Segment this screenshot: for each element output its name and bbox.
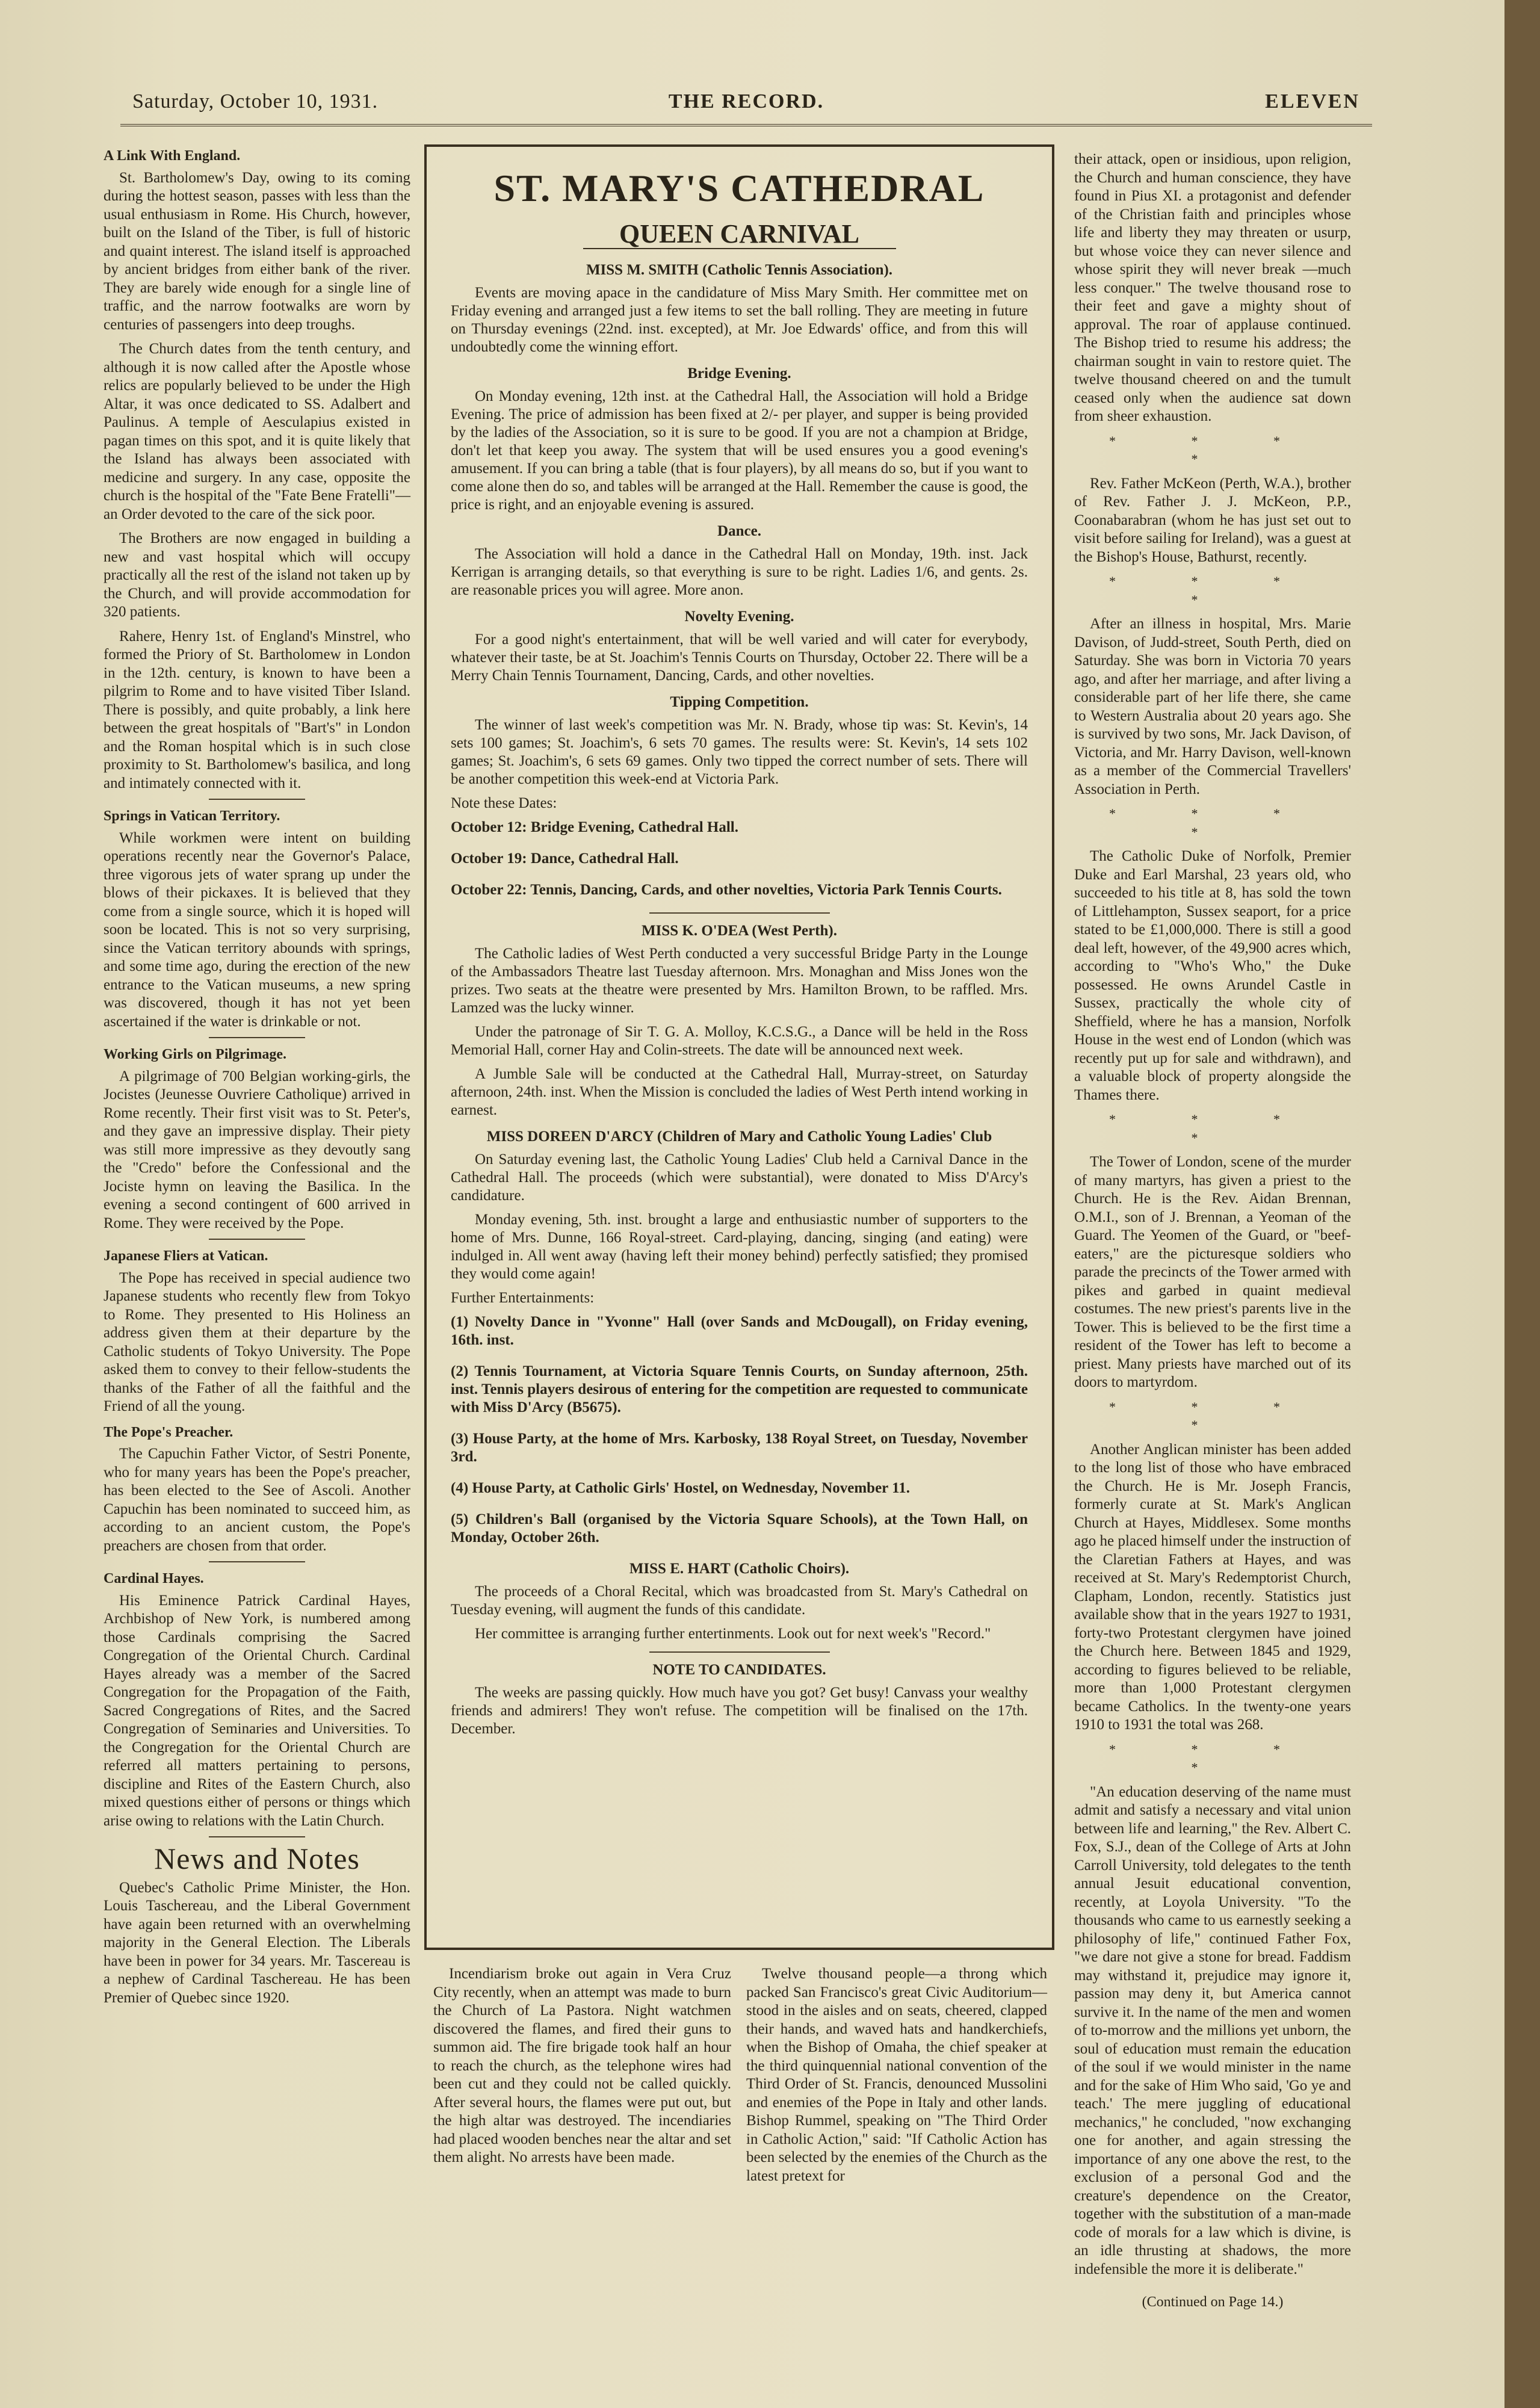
box-paragraph: The winner of last week's competition was Mr. N. Brady, whose tip was: St. Kevin's, 14 sets 100 games; St. Joachim's, 6 sets 70 games. The results were: St. Kevin's, 14 sets 102 games; St. Joachim's, 6 sets 69 games. Only two tipped the correct number of sets. There will be another competition this week-end at Victoria Park.: [451, 717, 1028, 787]
entertainment-item: (5) Children's Ball (organised by the Victoria Square Schools), at the Town Hall, on Monday, October 26th.: [451, 1511, 1028, 1546]
date-item: October 12: Bridge Evening, Cathedral Hall.: [451, 819, 738, 835]
article-paragraph: After an illness in hospital, Mrs. Marie Davison, of Judd-street, South Perth, died on Saturday. She was born in Victoria 70 years ago, and after her marriage, and after living a considerable part of her life there, she came to Western Australia about 20 years ago. She is survived by two sons, Mr. Jack Davison, of Victoria, and Mr. Harry Davison, well-known as a member of the Commercial Travellers' Association in Perth.: [1074, 616, 1351, 797]
article-paragraph: A pilgrimage of 700 Belgian working-girls, the Jocistes (Jeunesse Ouvriere Catholique) arrived in Rome recently. Their first visit was to St. Peter's, and they gave an impressive display. Their piety was still more impressive as they devoutly sang the "Credo" before the Confessional and the Jociste hymn on leaving the Basilica. In the evening a second contingent of 600 arrived in Rome. They were received by the Pope.: [104, 1068, 410, 1231]
box-subtitle: QUEEN CARNIVAL: [619, 219, 859, 249]
article-paragraph: their attack, open or insidious, upon religion, the Church and human conscience, they have found in Pius XI. a protagonist and defender of the Christian faith and principles whose life and liberty they may threaten or usurp, but whose voice they can never silence and whose spirit they will never break —much less conquer." The twelve thousand rose to their feet and gave a mighty shout of approval. The roar of applause continued. The Bishop tried to resume his address; the chairman sought in vain to restore quiet. The twelve thousand cheered on and the tumult ceased only when the audience sat down from sheer exhaustion.: [1074, 151, 1351, 424]
article-paragraph: The Church dates from the tenth century, and although it is now called after the Apostle whose relics are popularly believed to be under the High Altar, it was once dedicated to SS. Adalbert and Paulinus. A temple of Aesculapius existed in pagan times on this spot, and it is quite likely that the Island has always been associated with medicine and surgery. In any case, opposite the church is the hospital of the "Fate Bene Fratelli"—an Order devoted to the care of the sick poor.: [104, 341, 410, 522]
box-paragraph: For a good night's entertainment, that will be well varied and will cater for everybody, whatever their taste, be at St. Joachim's Tennis Courts on Thursday, October 22. There will be a Merry Chain Tennis Tournament, Dancing, Cards, and other novelties.: [451, 631, 1028, 684]
candidate-heading: MISS E. HART (Catholic Choirs).: [629, 1561, 850, 1577]
date-item: October 19: Dance, Cathedral Hall.: [451, 850, 679, 867]
box-paragraph: The proceeds of a Choral Recital, which was broadcasted from St. Mary's Cathedral on Tuesday evening, will augment the funds of this candidate.: [451, 1583, 1028, 1618]
article-heading: Springs in Vatican Territory.: [104, 808, 280, 824]
star-divider: * * * *: [1109, 433, 1316, 466]
box-paragraph: On Monday evening, 12th inst. at the Cathedral Hall, the Association will hold a Bridge Evening. The price of admission has been fixed at 2/- per player, and supper is being provided by the ladies of the Association, so it is sure to be good. If you are not a champion at Bridge, don't let that keep you away. The system that will be used ensures you a good evening's amusement. If you can bring a table (that is four players), by all means do so, but if you want to come alone then do so, and tables will be arranged at the Hall. Remember the cause is good, the price is right, and an enjoyable evening is assured.: [451, 388, 1028, 513]
article-paragraph: Quebec's Catholic Prime Minister, the Hon. Louis Taschereau, and the Liberal Government have again been returned with an overwhelming majority in the General Election. The Liberals have been in power for 34 years. Mr. Tascereau is a nephew of Cardinal Taschereau. He has been Premier of Quebec since 1920.: [104, 1879, 410, 2006]
san-francisco-article: [746, 1965, 1047, 2185]
star-divider: * * * *: [1109, 1741, 1316, 1775]
star-divider: * * * *: [1109, 1112, 1316, 1145]
event-heading: Tipping Competition.: [670, 694, 809, 710]
left-column: [104, 140, 410, 2013]
article-heading: Cardinal Hayes.: [104, 1571, 204, 1586]
star-divider: * * * *: [1109, 1399, 1316, 1432]
article-paragraph: The Pope has received in special audience two Japanese students who recently flew from Tokyo to Rome. They presented to His Holiness an address given them at their departure by the Catholic students of Tokyo University. The Pope asked them to convey to their fellow-students the thanks of the Father of all the faithful and the Friend of all the young.: [104, 1269, 410, 1414]
box-paragraph: The weeks are passing quickly. How much have you got? Get busy! Canvass your wealthy friends and admirers! They won't refuse. The competition will be finalised on the 17th. December.: [451, 1685, 1028, 1737]
article-paragraph: Another Anglican minister has been added to the long list of those who have embraced the Church. He is Mr. Joseph Francis, formerly curate at St. Mark's Anglican Church at Hayes, Middlesex. Some months ago he placed himself under the instruction of the Claretian Fathers at Hayes, and was received at St. Mary's Redemptorist Church, Clapham, London, recently. Statistics just available show that in the years 1927 to 1931, forty-two Protestant clergymen have joined the Church here. Between 1845 and 1929, according to figures believed to be reliable, more than 1,000 Protestant clergymen became Catholics. In the twenty-one years 1910 to 1931 the total was 268.: [1074, 1441, 1351, 1733]
article-paragraph: Incendiarism broke out again in Vera Cruz City recently, when an attempt was made to burn the Church of La Pastora. Night watchmen discovered the flames, and fired their guns to summon aid. The fire brigade took half an hour to reach the church, as the telephone wires had been cut and they could not be called quickly. After several hours, the flames were put out, but the high altar was destroyed. The incendiaries had placed wooden benches near the altar and set them alight. No arrests have been made.: [433, 1966, 731, 2165]
article-paragraph: Twelve thousand people—a throng which packed San Francisco's great Civic Auditorium—stood in the aisles and on seats, cheered, clapped their hands, and waved hats and handkerchiefs, when the Bishop of Omaha, the chief speaker at the third quinquennial national convention of the Third Order of St. Francis, denounced Mussolini and enemies of the Pope in Italy and other lands. Bishop Rummel, speaking on "The Third Order in Catholic Action," said: "If Catholic Action has been selected by the enemies of the Church as the latest pretext for: [746, 1966, 1047, 2184]
article-paragraph: While workmen were intent on building operations recently near the Governor's Palace, three vigorous jets of water sprang up under the blows of their pickaxes. It is believed that they come from a single source, which it is hoped will soon be located. This is not so very surprising, since the Vatican territory abounds with springs, and some time ago, during the erection of the new entrance to the Vatican museums, a new spring was discovered, though it has not yet been ascertained if the water is drinkable or not.: [104, 829, 410, 1030]
box-paragraph: Events are moving apace in the candidature of Miss Mary Smith. Her committee met on Friday evening and arranged just a few items to set the ball rolling. They are meeting in future on Thursday evenings (22nd. inst. excepted), at Mr. Joe Edwards' office, and from this will undoubtedly come the winning effort.: [451, 285, 1028, 355]
continued-note: (Continued on Page 14.): [1142, 2294, 1284, 2310]
article-heading: Working Girls on Pilgrimage.: [104, 1047, 286, 1062]
candidate-heading: MISS DOREEN D'ARCY (Children of Mary and Catholic Young Ladies' Club: [486, 1128, 992, 1145]
header-rule: [120, 124, 1372, 126]
right-column: [1074, 150, 1351, 2285]
entertainment-item: (4) House Party, at Catholic Girls' Hostel, on Wednesday, November 11.: [451, 1480, 910, 1496]
event-heading: Novelty Evening.: [684, 608, 794, 625]
page-header: [132, 90, 1360, 126]
dates-list: [451, 819, 1028, 899]
paper-name: THE RECORD.: [668, 90, 824, 113]
box-paragraph: Her committee is arranging further entertinments. Look out for next week's "Record.": [475, 1626, 991, 1642]
box-paragraph: On Saturday evening last, the Catholic Young Ladies' Club held a Carnival Dance in the Cathedral Hall. The proceeds (which were substantial), were donated to Miss D'Arcy's candidature.: [451, 1151, 1028, 1204]
star-divider: * * * *: [1109, 574, 1316, 607]
section-divider: [209, 1037, 305, 1038]
box-title: ST. MARY'S CATHEDRAL: [493, 167, 985, 209]
article-paragraph: His Eminence Patrick Cardinal Hayes, Archbishop of New York, is numbered among those Cardinals comprising the Sacred Congregation of the Oriental Church. Cardinal Hayes already was a member of the Sacred Congregation for the Propagation of the Faith, Sacred Congregations of Rites, and the Sacred Congregation of Seminaries and Universities. To the Congregation for the Oriental Church are referred all matters pertaining to persons, discipline and Rites of the Eastern Church, also mixed questions either of persons or things which arise owing to relations with the Latin Church.: [104, 1592, 410, 1829]
entertainment-item: (2) Tennis Tournament, at Victoria Square Tennis Courts, on Sunday afternoon, 25th. inst. Tennis players desirous of entering for the competition are requested to communicate with Miss D'Arcy (B5675).: [451, 1363, 1028, 1416]
article-paragraph: The Brothers are now engaged in building a new and vast hospital which will occupy practically all the rest of the island not taken up by the Church, and will provide accommodation for 320 patients.: [104, 530, 410, 620]
box-paragraph: Further Entertainments:: [451, 1290, 595, 1306]
event-heading: Dance.: [717, 523, 761, 539]
issue-date: Saturday, October 10, 1931.: [132, 90, 379, 113]
page-number: ELEVEN: [1265, 90, 1360, 113]
box-paragraph: The Association will hold a dance in the Cathedral Hall on Monday, 19th. inst. Jack Kerrigan is arranging details, so that everything is sure to be right. Ladies 1/6, and gents. 2s. are reasonable prices you will agree. More anon.: [451, 546, 1028, 598]
article-heading: A Link With England.: [104, 148, 241, 164]
box-paragraph: A Jumble Sale will be conducted at the Cathedral Hall, Murray-street, on Saturday afternoon, 24th. inst. When the Mission is concluded the ladies of West Perth intend working in earnest.: [451, 1066, 1028, 1118]
note-heading: NOTE TO CANDIDATES.: [652, 1662, 826, 1678]
article-heading: Japanese Fliers at Vatican.: [104, 1248, 268, 1264]
box-paragraph: Note these Dates:: [451, 795, 557, 811]
article-paragraph: The Catholic Duke of Norfolk, Premier Duke and Earl Marshal, 23 years old, who succeeded to his title at 8, has sold the town of Littlehampton, Sussex seaport, for a price stated to be £1,000,000. There is still a good deal left, however, of the 49,900 acres which, according to "Who's Who," the Duke possessed. He owns Arundel Castle in Sussex, practically the whole city of Sheffield, where he has a mansion, Norfolk House in the west end of London (which was recently put up for sale and withdrawn), and a valuable block of property alongside the Thames there.: [1074, 848, 1351, 1103]
event-heading: Bridge Evening.: [687, 365, 791, 382]
entertainment-item: (3) House Party, at the home of Mrs. Karbosky, 138 Royal Street, on Tuesday, November 3rd.: [451, 1431, 1028, 1465]
article-paragraph: St. Bartholomew's Day, owing to its coming during the hottest season, passes with less than the usual enthusiasm in Rome. His Church, however, built on the Island of the Tiber, is full of historic and quaint interest. The island itself is approached by ancient bridges from either bank of the river. They are barely wide enough for a single line of traffic, and the narrow footwalks are worn by centuries of passengers into deep troughs.: [104, 169, 410, 333]
star-divider: * * * *: [1109, 806, 1316, 840]
box-paragraph: Monday evening, 5th. inst. brought a large and enthusiastic number of supporters to the home of Mrs. Dunne, 166 Royal-street. Card-playing, dancing, singing (and eating) were indulged in. All went away (having left their money behind) perfectly satisfied; they promised they would come again!: [451, 1212, 1028, 1282]
section-divider: [209, 1561, 305, 1562]
vera-cruz-article: [433, 1965, 731, 2167]
date-item: October 22: Tennis, Dancing, Cards, and other novelties, Victoria Park Tennis Courts.: [451, 882, 1002, 898]
box-divider: [649, 1651, 830, 1653]
news-and-notes-heading: News and Notes: [154, 1842, 360, 1875]
article-paragraph: Rahere, Henry 1st. of England's Minstrel, who formed the Priory of St. Bartholomew in London in the 12th. century, is known to have been a pilgrim to Rome and to have visited Tiber Island. There is possibly, and quite probably, a link here between the great hospitals of "Bart's" in London and the Roman hospital which is in such close proximity to St. Bartholomew's basilica, and long and intimately connected with it.: [104, 628, 410, 791]
candidate-heading: MISS K. O'DEA (West Perth).: [642, 923, 837, 939]
article-paragraph: The Tower of London, scene of the murder of many martyrs, has given a priest to the Church. He is the Rev. Aidan Brennan, O.M.I., son of J. Brennan, a Yeoman of the Guard. The Yeomen of the Guard, or "beef-eaters," are the picturesque soldiers who parade the precincts of the Tower armed with pikes and garbed in quaint medieval costumes. The new priest's parents live in the Tower. This is believed to be the first time a resident of the Tower has left to become a priest. Many priests have marched out of its doors to martyrdom.: [1074, 1154, 1351, 1390]
queen-carnival-box: [424, 144, 1054, 1950]
section-divider: [209, 1239, 305, 1240]
article-paragraph: The Capuchin Father Victor, of Sestri Ponente, who for many years has been the Pope's preacher, has been elected to the See of Ascoli. Another Capuchin has been nominated to succeed him, as according to an ancient custom, the Pope's preachers are chosen from that order.: [104, 1446, 410, 1554]
entertainments-list: [451, 1313, 1028, 1547]
article-heading: The Pope's Preacher.: [104, 1424, 233, 1440]
section-divider: [209, 799, 305, 800]
box-paragraph: Under the patronage of Sir T. G. A. Molloy, K.C.S.G., a Dance will be held in the Ross Memorial Hall, corner Hay and Colin-streets. The date will be announced next week.: [451, 1024, 1028, 1058]
article-paragraph: Rev. Father McKeon (Perth, W.A.), brother of Rev. Father J. J. McKeon, P.P., Coonabarabran (whom he has just set out to visit before sailing for Ireland), was a guest at the Bishop's House, Bathurst, recently.: [1074, 475, 1351, 565]
section-divider: [209, 1836, 305, 1837]
box-paragraph: The Catholic ladies of West Perth conducted a very successful Bridge Party in the Lounge of the Ambassadors Theatre last Tuesday afternoon. Mrs. Monaghan and Miss Jones won the prizes. Two seats at the theatre were presented by Mrs. Hamilton Brown, to be raffled. Mrs. Lamzed was the lucky winner.: [451, 946, 1028, 1016]
entertainment-item: (1) Novelty Dance in "Yvonne" Hall (over Sands and McDougall), on Friday evening, 16th. inst.: [451, 1314, 1028, 1348]
article-paragraph: "An education deserving of the name must admit and satisfy a necessary and vital union between life and learning," the Rev. Albert C. Fox, S.J., dean of the College of Arts at John Carroll University, told delegates to the tenth annual Jesuit educational convention, recently, at Loyola University. "To the thousands who came to us earnestly seeking a philosophy of life," continued Father Fox, "we dare not give a stone for bread. Faddism may withstand it, prejudice may ignore it, passion may deny it, but America cannot survive it. In the name of the men and women of to-morrow and the millions yet unborn, the soul of education must remain the education of the soul if we would minister in the name and for the sake of Him Who said, 'Go ye and teach.' The mere juggling of educational mechanics," he concluded, "now exchanging one for another, and again stressing the importance of any one above the rest, to the exclusion of a personal God and the creature's dependence on the Creator, together with the substitution of a man-made code of morals for a law which is divine, is an idle thrusting at shadows, the more indefensible the more it is deliberate.": [1074, 1783, 1351, 2277]
candidate-heading: MISS M. SMITH (Catholic Tennis Association).: [586, 262, 893, 278]
box-divider: [649, 912, 830, 914]
